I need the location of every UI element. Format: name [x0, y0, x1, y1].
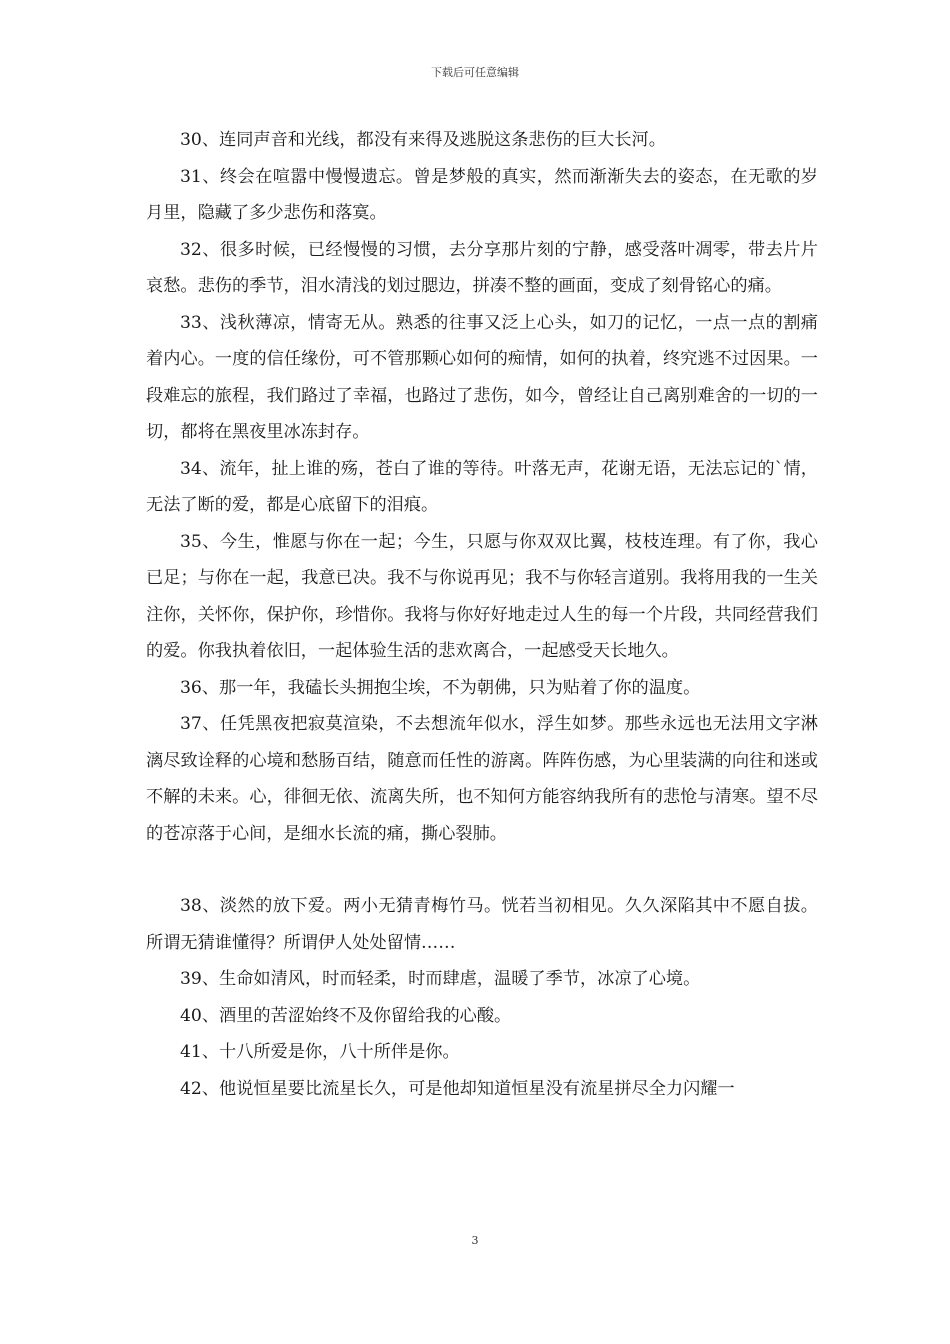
paragraph-37: 37、任凭黑夜把寂莫渲染，不去想流年似水，浮生如梦。那些永远也无法用文字淋漓尽致诠释的心境和愁肠百结，随意而任性的游离。阵阵伤感，为心里装满的向往和迷或不解的未来。心，徘徊无依、流离失所，也不知何方能容纳我所有的悲怆与清寒。望不尽的苍凉落于心间，是细水长流的痛，撕心裂肺。: [146, 714, 818, 844]
paragraph-31: 31、终会在喧嚣中慢慢遗忘。曾是梦般的真实，然而渐渐失去的姿态，在无歌的岁月里，隐藏了多少悲伤和落寞。: [146, 166, 818, 223]
page-header: 下载后可任意编辑: [431, 66, 519, 79]
paragraph-30: 30、连同声音和光线，都没有来得及逃脱这条悲伤的巨大长河。: [180, 130, 666, 150]
paragraph-32: 32、很多时候，已经慢慢的习惯，去分享那片刻的宁静，感受落叶凋零，带去片片哀愁。悲伤的季节，泪水清浅的划过腮边，拼凑不整的画面，变成了刻骨铭心的痛。: [146, 239, 818, 296]
paragraph-33: 33、浅秋薄凉，情寄无从。熟悉的往事又泛上心头，如刀的记忆，一点一点的割痛着内心。一度的信任缘份，可不管那颗心如何的痴情，如何的执着，终究逃不过因果。一段难忘的旅程，我们路过了幸福，也路过了悲伤，如今，曾经让自己离别难舍的一切的一切，都将在黑夜里冰冻封存。: [146, 312, 818, 442]
paragraph-41: 41、十八所爱是你，八十所伴是你。: [180, 1042, 460, 1062]
paragraph-35: 35、今生，惟愿与你在一起；今生，只愿与你双双比翼，枝枝连理。有了你，我心已足；与你在一起，我意已决。我不与你说再见；我不与你轻言道别。我将用我的一生关注你，关怀你，保护你，珍惜你。我将与你好好地走过人生的每一个片段，共同经营我们的爱。你我执着依旧，一起体验生活的悲欢离合，一起感受天长地久。: [146, 531, 818, 661]
document-body: [146, 122, 818, 1107]
paragraph-38: 38、淡然的放下爱。两小无猜青梅竹马。恍若当初相见。久久深陷其中不愿自拔。所谓无猜谁懂得？所谓伊人处处留情……: [146, 896, 818, 953]
page-number: 3: [471, 1234, 479, 1247]
paragraph-34: 34、流年，扯上谁的殇，苍白了谁的等待。叶落无声，花谢无语，无法忘记的`情，无法了断的爱，都是心底留下的泪痕。: [146, 458, 818, 515]
paragraph-42: 42、他说恒星要比流星长久，可是他却知道恒星没有流星拼尽全力闪耀一: [180, 1078, 735, 1099]
paragraph-40: 40、酒里的苦涩始终不及你留给我的心酸。: [180, 1005, 512, 1026]
paragraph-39: 39、生命如清风，时而轻柔，时而肆虐，温暖了季节，冰凉了心境。: [180, 969, 701, 989]
paragraph-gap: [146, 852, 818, 888]
paragraph-36: 36、那一年，我磕长头拥抱尘埃，不为朝佛，只为贴着了你的温度。: [180, 677, 701, 698]
